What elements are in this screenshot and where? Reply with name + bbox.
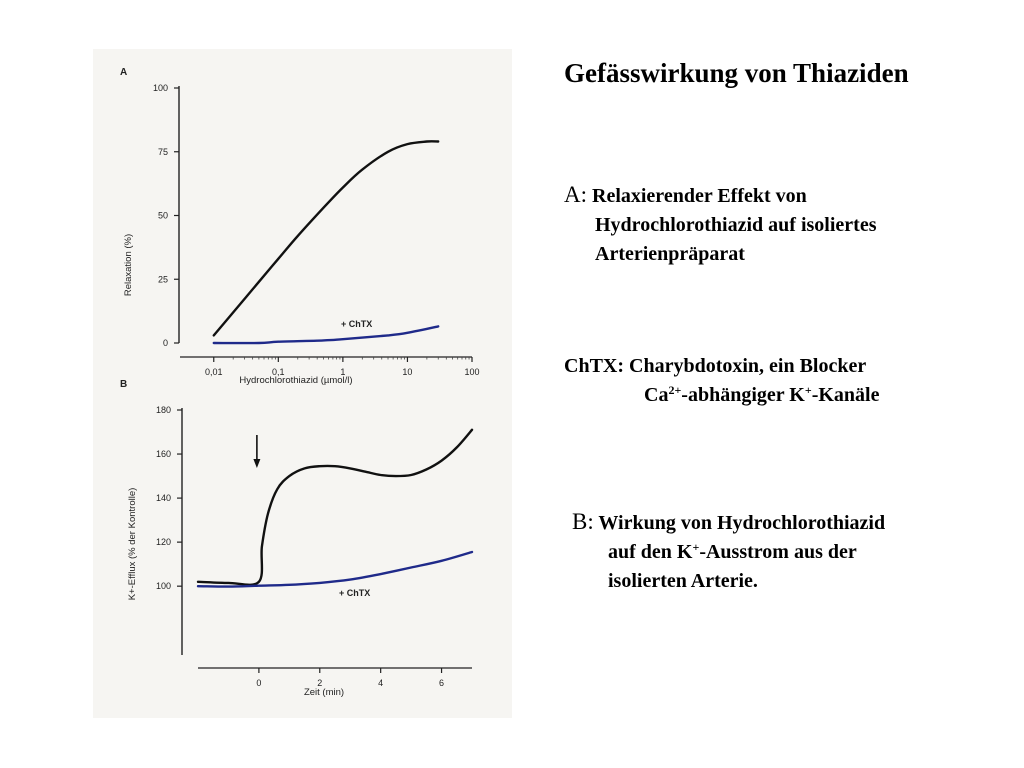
section-b-line3: isolierten Arterie.: [608, 570, 758, 592]
panel-a-chtx-series-label: + ChTX: [341, 319, 373, 329]
panel-b-control-series-line: [198, 430, 472, 585]
panel-a-chtx-series-line: [214, 326, 438, 343]
panel-b-chtx-series-line: [198, 552, 472, 587]
panel-a-control-series-line: [214, 141, 438, 335]
chtx-line2-mid: -abhängiger K: [681, 384, 805, 406]
panel-a-y-axis-label: Relaxation (%): [123, 233, 134, 297]
panel-a-y-tick-label: 50: [157, 210, 168, 221]
panel-b-y-tick-label: 160: [155, 449, 171, 460]
chtx-line2-pre: Ca: [644, 384, 669, 406]
panel-a-letter: A: [120, 67, 128, 78]
section-a-text: [564, 180, 876, 269]
chtx-note: [564, 352, 879, 410]
chtx-line1: ChTX: Charybdotoxin, ein Blocker: [564, 355, 867, 377]
panel-b-arrow-head: [253, 459, 260, 468]
panel-b-x-tick-label: 4: [378, 678, 384, 688]
panel-a-y-tick-label: 100: [152, 83, 168, 93]
panel-b-x-axis-label: Zeit (min): [303, 687, 345, 698]
thiazide-figure: [93, 49, 512, 718]
panel-b-x-tick-label: 6: [439, 678, 445, 688]
chtx-line2-post: -Kanäle: [811, 384, 880, 406]
chtx-line2-sup2: +: [804, 383, 812, 397]
panel-a-y-tick-label: 75: [157, 146, 168, 157]
section-a-line3: Arterienpräparat: [595, 243, 745, 265]
section-a-lead: A:: [564, 182, 587, 207]
panel-b-y-axis-label: K+-Efflux (% der Kontrolle): [127, 487, 138, 601]
panel-a-x-tick-label: 0,01: [204, 367, 223, 377]
chtx-line2: [564, 381, 879, 410]
panel-a-x-axis-label: Hydrochlorothiazid (µmol/l): [239, 375, 353, 386]
page-title: Gefässwirkung von Thiaziden: [564, 58, 909, 88]
panel-a-y-tick-label: 25: [157, 274, 168, 285]
panel-b-x-tick-label: 2: [317, 678, 323, 688]
panel-a-x-tick-label: 10: [402, 367, 413, 377]
panel-b-y-tick-label: 180: [155, 405, 171, 415]
section-b-line2-sup: +: [692, 540, 700, 554]
panel-b-y-tick-label: 140: [155, 493, 171, 504]
panel-b-chtx-series-label: + ChTX: [339, 588, 371, 598]
section-b-line1: Wirkung von Hydrochlorothiazid: [598, 512, 886, 534]
section-b-line2-pre: auf den K: [608, 541, 693, 563]
section-b-lead: B:: [572, 509, 594, 534]
section-a-line2: Hydrochlorothiazid auf isoliertes: [595, 214, 877, 236]
panel-b-x-tick-label: 0: [256, 678, 262, 688]
section-a-line1: Relaxierender Effekt von: [592, 185, 807, 207]
chtx-line2-sup1: 2+: [668, 383, 682, 397]
figure-panel: [93, 49, 512, 718]
panel-a-x-tick-label: 100: [464, 367, 480, 377]
panel-a-x-tick-label: 1: [340, 367, 346, 377]
panel-a-x-tick-label: 0,1: [272, 367, 285, 377]
panel-b-y-tick-label: 100: [155, 581, 171, 592]
section-b-line2-post: -Ausstrom aus der: [699, 541, 857, 563]
panel-a-y-tick-label: 0: [162, 338, 168, 348]
section-b-line2: [572, 538, 885, 567]
panel-b-letter: B: [120, 379, 128, 390]
section-b-text: [572, 507, 885, 596]
panel-b-y-tick-label: 120: [155, 537, 171, 548]
